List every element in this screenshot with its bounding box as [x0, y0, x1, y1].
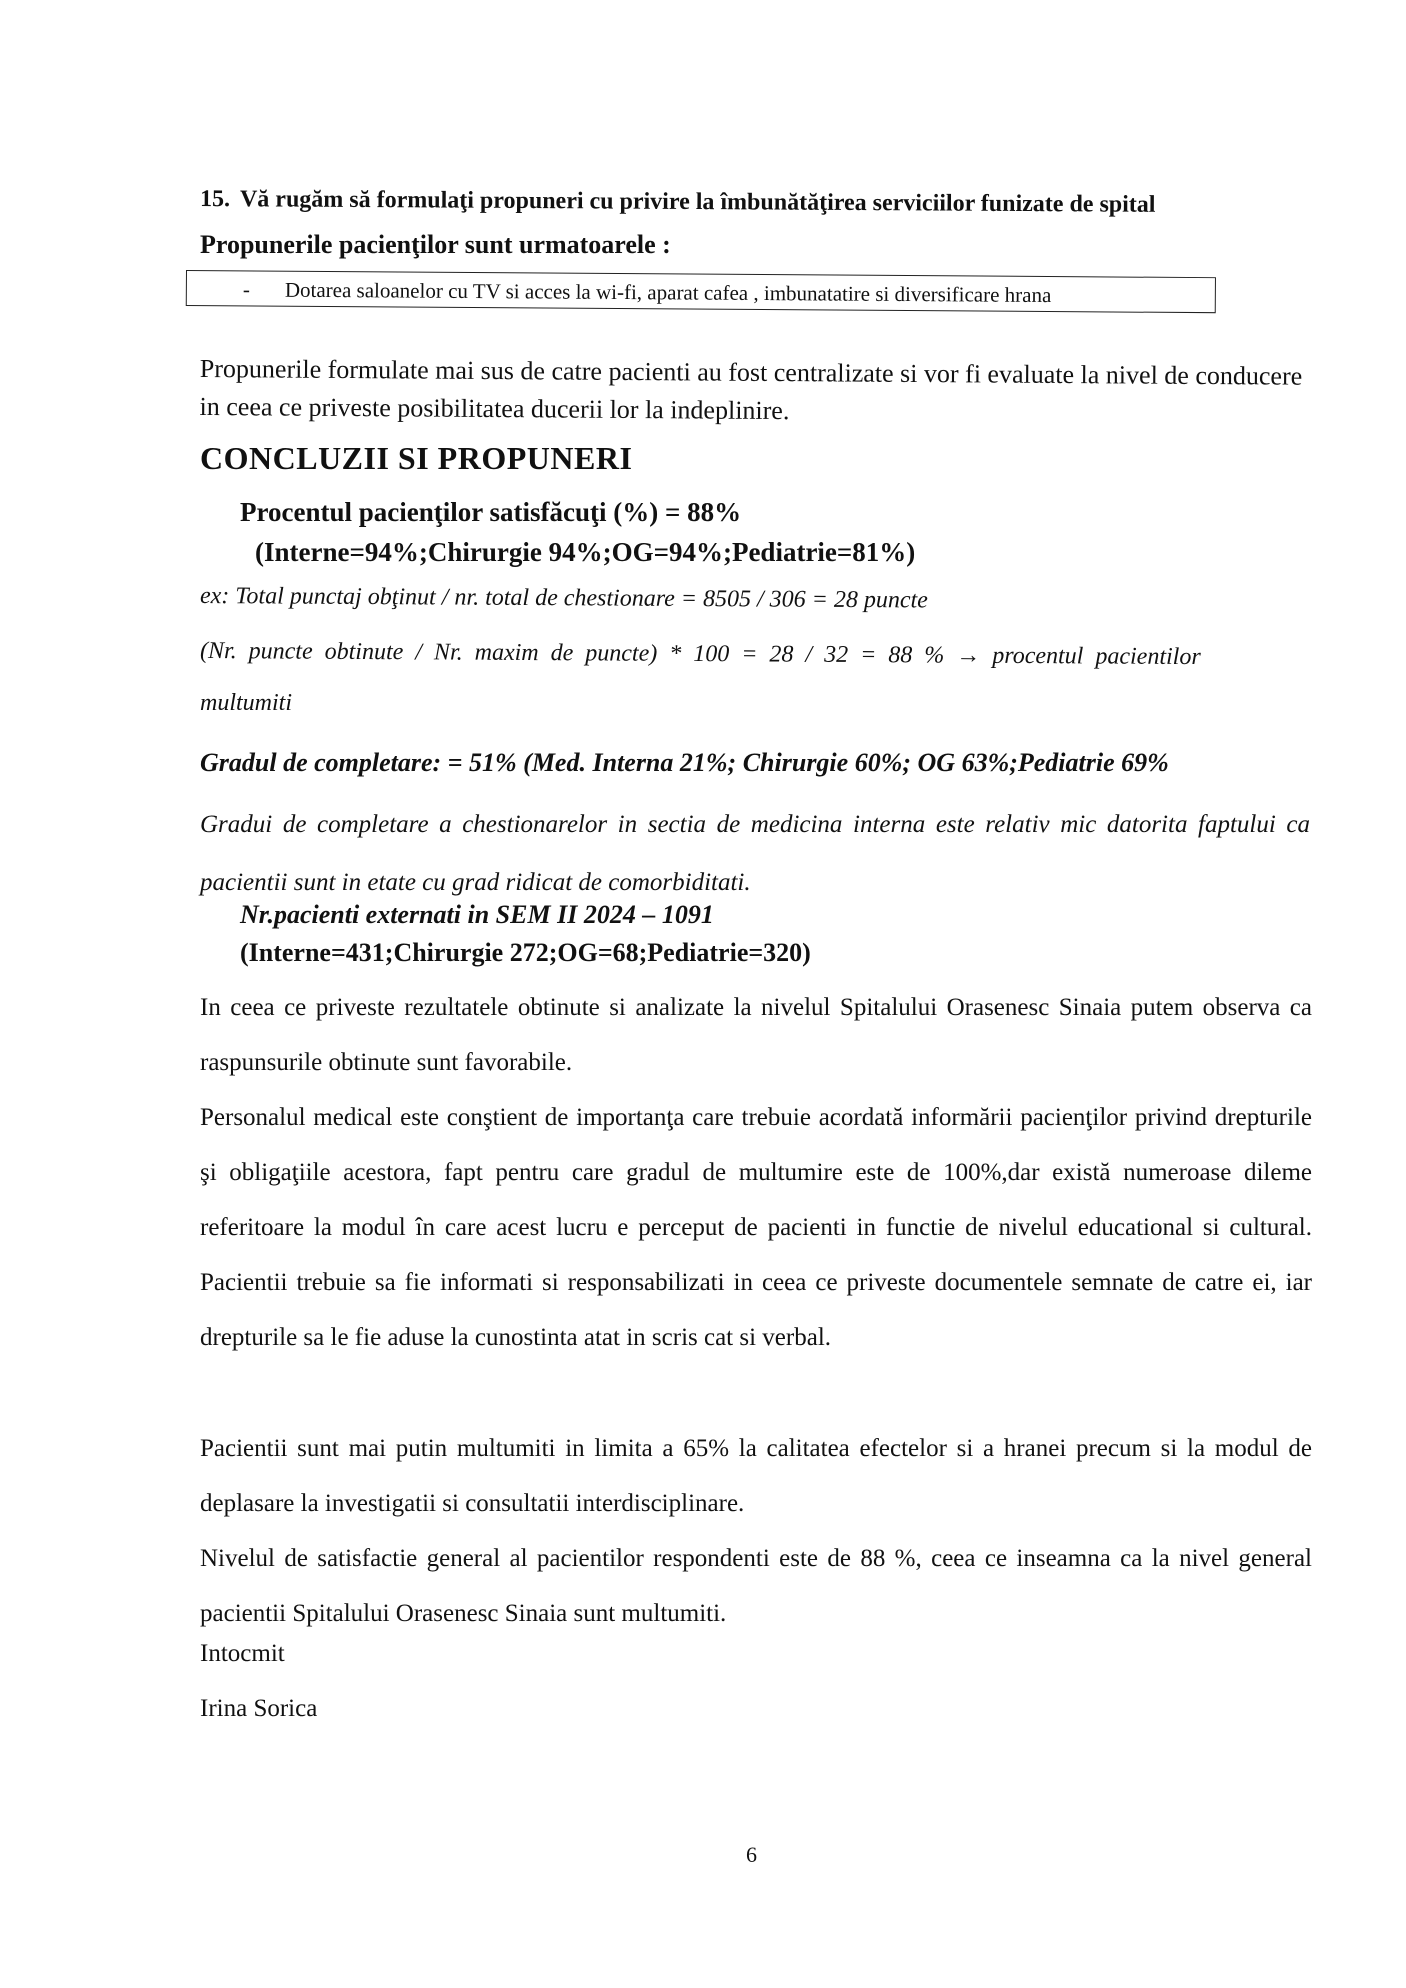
conclusions-heading: CONCLUZII SI PROPUNERI: [200, 440, 633, 476]
completion-rate: Gradul de completare: = 51% (Med. Interna 21%; Chirurgie 60%; OG 63%;Pediatrie 69%: [200, 748, 1169, 777]
question-text: Vă rugăm să formulaţi propuneri cu privire la îmbunătăţirea serviciilor funizate de spital: [239, 186, 1156, 218]
paragraph: In ceea ce priveste rezultatele obtinute si analizate la nivelul Spitalului Orasenesc Sinaia putem observa ca raspunsurile obtinute sunt favorabile.: [200, 994, 1312, 1076]
proposals-summary: Propunerile formulate mai sus de catre pacienti au fost centralizate si vor fi evaluate la nivel de conducere in ceea ce priveste posibilitatea ducerii lor la indeplinire.: [199, 353, 1303, 426]
proposal-item: Dotarea saloanelor cu TV si acces la wi-fi, aparat cafea , imbunatatire si diversificare hrana: [284, 277, 1052, 308]
paragraph: Pacientii sunt mai putin multumiti in limita a 65% la calitatea efectelor si a hranei precum si la modul de deplasare la investigatii si consultatii interdisciplinare.: [200, 1435, 1312, 1517]
discharged-breakdown: (Interne=431;Chirurgie 272;OG=68;Pediatrie=320): [240, 938, 811, 967]
satisfied-breakdown: (Interne=94%;Chirurgie 94%;OG=94%;Pediatrie=81%): [255, 537, 916, 567]
signature-name: Irina Sorica: [200, 1695, 318, 1722]
proposals-title: Propunerile pacienţilor sunt urmatoarele :: [200, 230, 671, 259]
example-calculation: ex: Total punctaj obţinut / nr. total de chestionare = 8505 / 306 = 28 puncte: [199, 583, 928, 614]
percentage-formula-cont: multumiti: [200, 690, 293, 716]
paragraph: Nivelul de satisfactie general al pacientilor respondenti este de 88 %, ceea ce inseamna ca la nivel general pacientii Spitalului Orasenesc Sinaia sunt multumiti.: [200, 1545, 1312, 1627]
satisfied-percentage: Procentul pacienţilor satisfăcuţi (%) = 88%: [240, 497, 742, 527]
completion-note: Gradui de completare a chestionarelor in sectia de medicina interna este relativ mic datorita faptului ca pacientii sunt in etate cu grad ridicat de comorbiditati.: [200, 811, 1310, 896]
paragraph: Personalul medical este conştient de importanţa care trebuie acordată informării pacienţilor privind drepturile şi obligaţiile acestora, fapt pentru care gradul de multumire este de 100%,dar există numeroase dileme referitoare la modul în care acest lucru e perceput de pacienti in functie de nivelul educational si cultural. Pacientii trebuie sa fie informati si responsabilizati in ceea ce priveste documentele semnate de catre ei, iar drepturile sa le fie aduse la cunostinta atat in scris cat si verbal.: [200, 1104, 1312, 1351]
signature-label: Intocmit: [200, 1640, 285, 1667]
discharged-patients: Nr.pacienti externati in SEM II 2024 – 1091: [240, 900, 714, 929]
proposal-box: [186, 270, 1216, 313]
question-15: [200, 186, 1156, 219]
page-number: 6: [746, 1842, 757, 1867]
proposal-bullet: -: [242, 277, 250, 302]
question-number: 15.: [199, 186, 231, 213]
percentage-formula: (Nr. puncte obtinute / Nr. maxim de puncte) * 100 = 28 / 32 = 88 % → procentul pacientilor: [199, 638, 1201, 671]
